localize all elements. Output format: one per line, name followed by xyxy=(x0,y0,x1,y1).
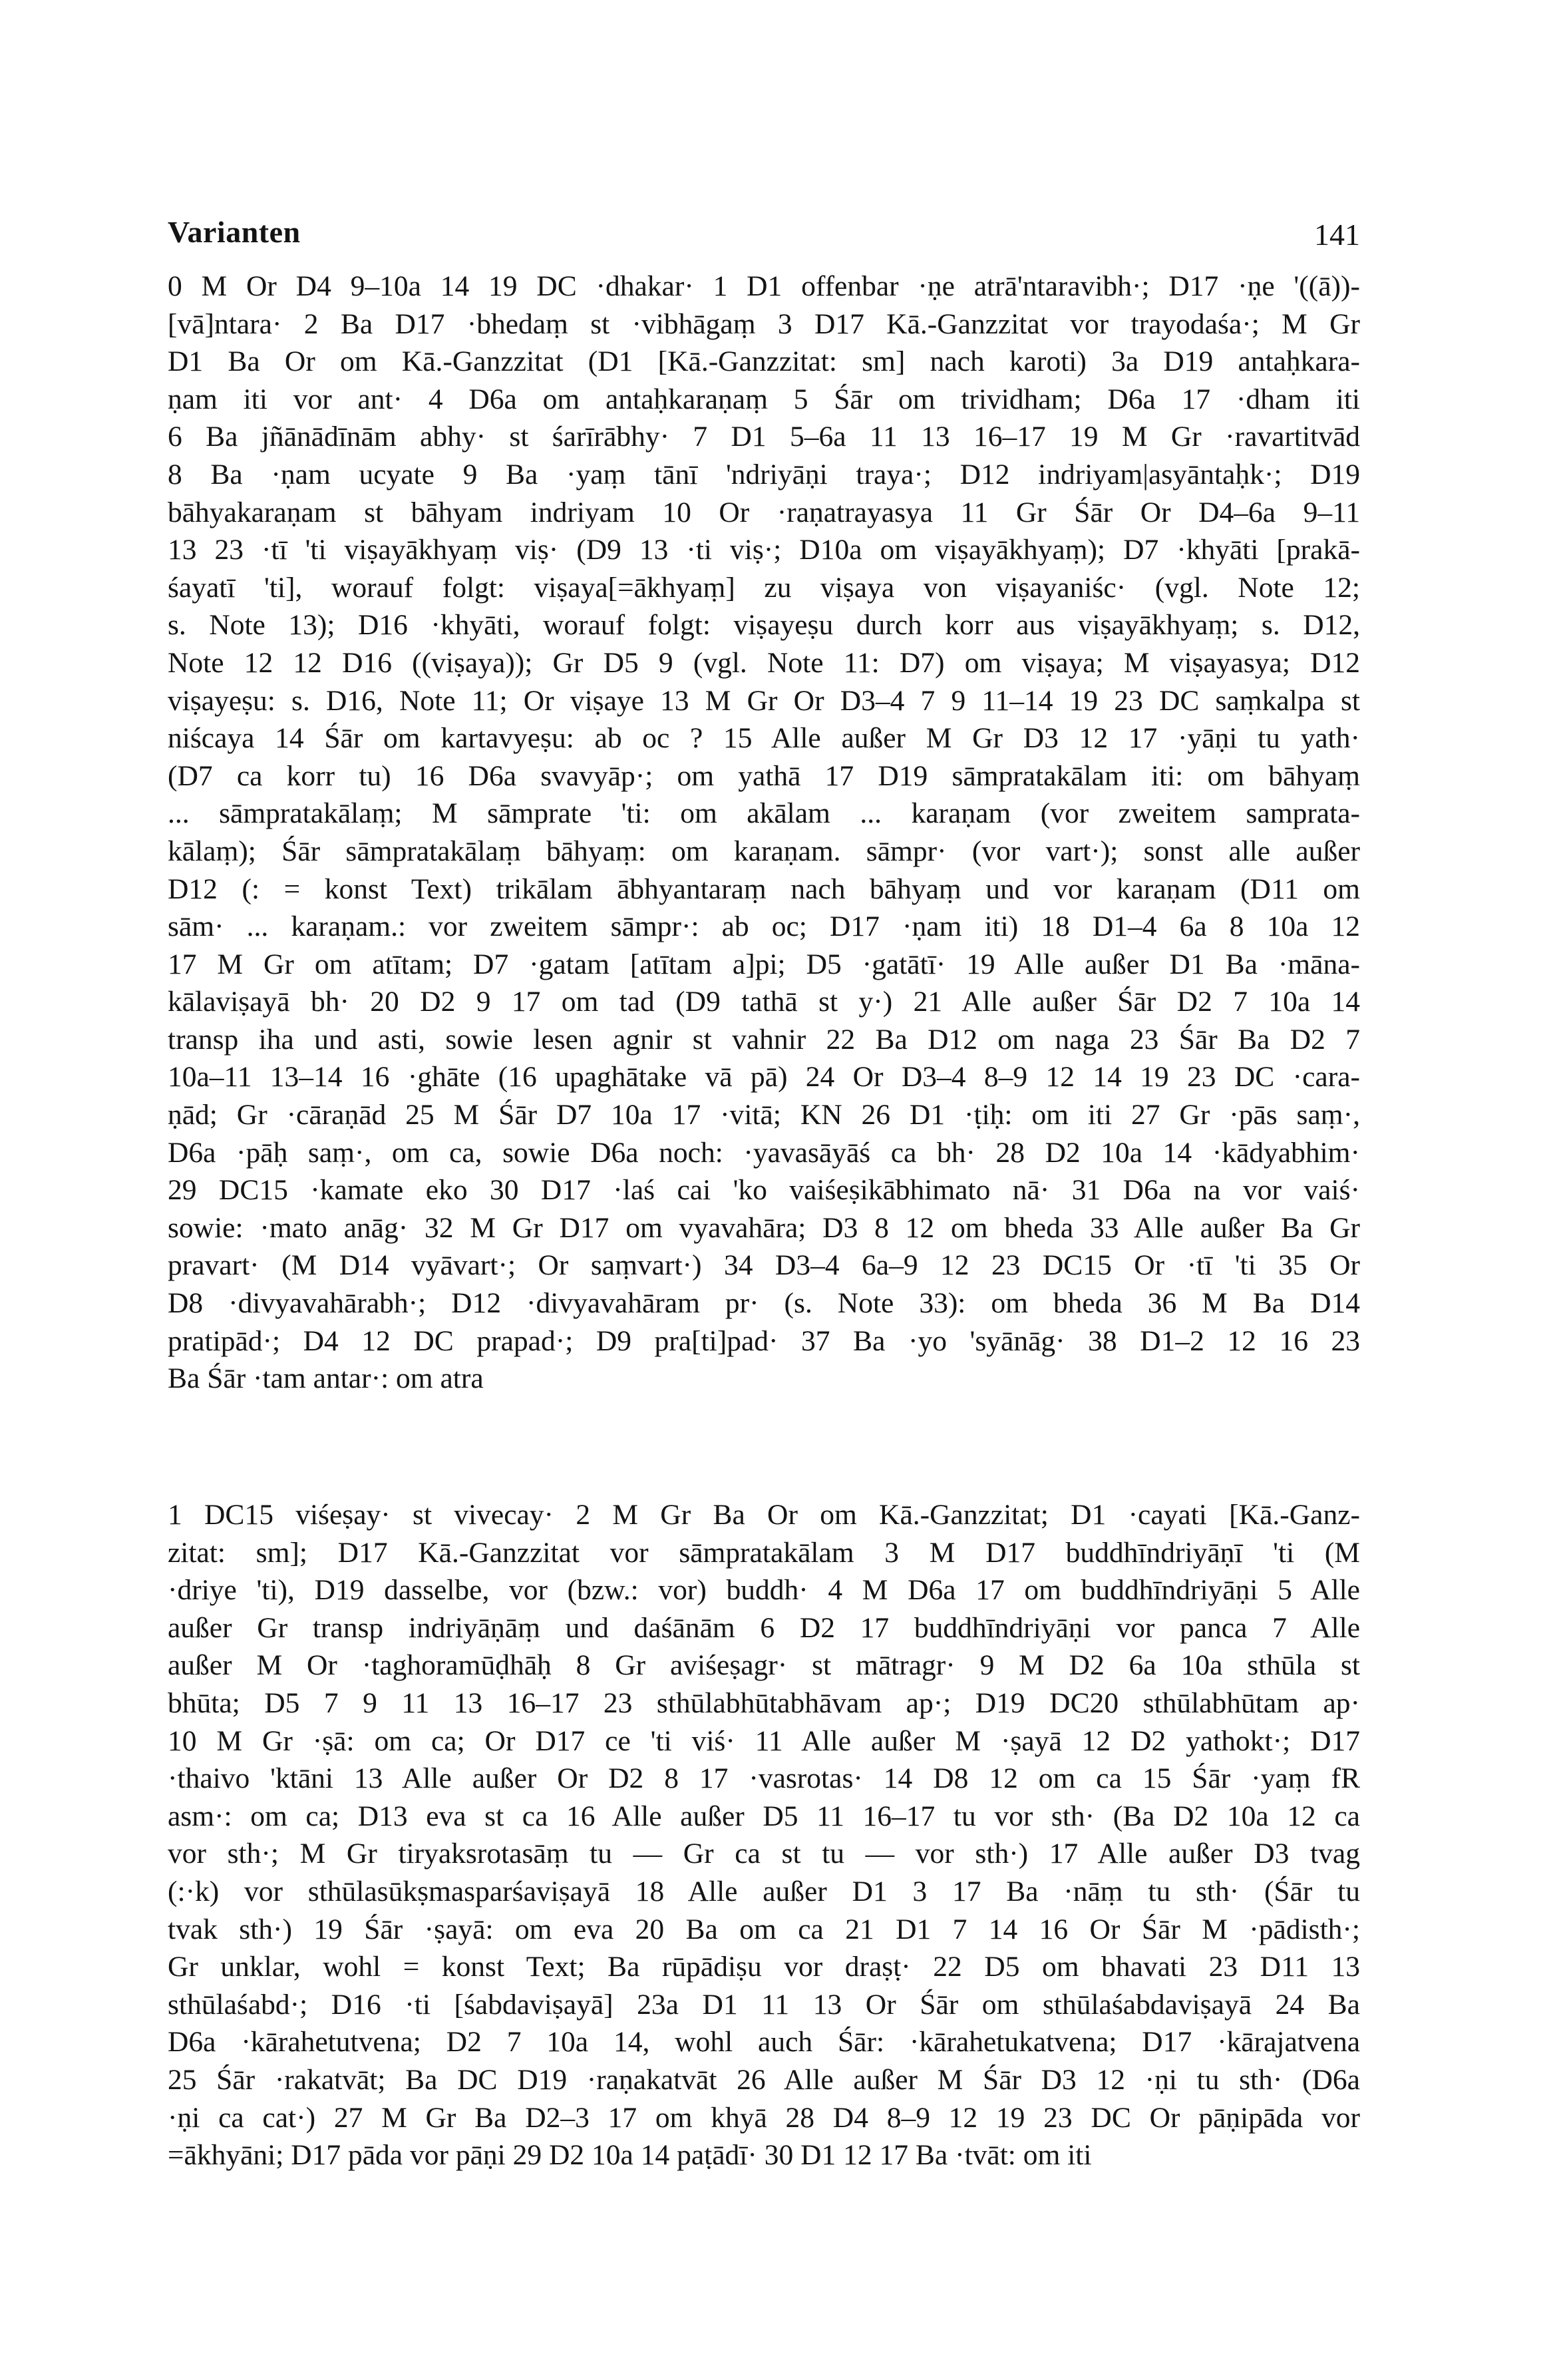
text-line: bāhyakaraṇam st bāhyam indriyam 10 Or ·raṇatrayasya 11 Gr Śār Or D4–6a 9–11 xyxy=(168,496,1360,528)
text-line: niścaya 14 Śār om kartavyeṣu: ab oc ? 15 Alle außer M Gr D3 12 17 ·yāṇi tu yath· xyxy=(168,722,1360,755)
text-line: ṇād; Gr ·cāraṇād 25 M Śār D7 10a 17 ·vitā; KN 26 D1 ·ṭiḥ: om iti 27 Gr ·pās saṃ·, xyxy=(168,1099,1360,1131)
text-line: transp iha und asti, sowie lesen agnir st vahnir 22 Ba D12 om naga 23 Śār Ba D2 7 xyxy=(168,1023,1360,1056)
text-line: 8 Ba ·ṇam ucyate 9 Ba ·yaṃ tānī 'ndriyāṇi traya·; D12 indriyam|asyāntaḥk·; D19 xyxy=(168,458,1360,491)
text-line: tvak sth·) 19 Śār ·ṣayā: om eva 20 Ba om ca 21 D1 7 14 16 Or Śār M ·pādisth·; xyxy=(168,1913,1360,1945)
text-line: (:·k) vor sthūlasūkṣmasparśaviṣayā 18 Alle außer D1 3 17 Ba ·nāṃ tu sth· (Śār tu xyxy=(168,1875,1360,1907)
text-line: asm·: om ca; D13 eva st ca 16 Alle außer D5 11 16–17 tu vor sth· (Ba D2 10a 12 ca xyxy=(168,1800,1360,1832)
text-line: kālaṃ); Śār sāmpratakālaṃ bāhyaṃ: om karaṇam. sāmpr· (vor vart·); sonst alle außer xyxy=(168,835,1360,867)
text-line: Ba Śār ·tam antar·: om atra xyxy=(168,1362,484,1395)
text-line: außer M Or ·taghoramūḍhāḥ 8 Gr aviśeṣagr· st mātragr· 9 M D2 6a 10a sthūla st xyxy=(168,1649,1360,1682)
text-line: ... sāmpratakālaṃ; M sāmprate 'ti: om akālam ... karaṇam (vor zweitem samprata- xyxy=(168,797,1360,830)
variant-notes-block-2 xyxy=(168,1496,1360,2174)
text-line: 13 23 ·tī 'ti viṣayākhyaṃ viṣ· (D9 13 ·ti viṣ·; D10a om viṣayākhyaṃ); D7 ·khyāti [prakā- xyxy=(168,534,1360,566)
page-number: 141 xyxy=(1314,218,1360,252)
text-line: sthūlaśabd·; D16 ·ti [śabdaviṣayā] 23a D1 11 13 Or Śār om sthūlaśabdaviṣayā 24 Ba xyxy=(168,1988,1360,2021)
text-line: pravart· (M D14 vyāvart·; Or saṃvart·) 34 D3–4 6a–9 12 23 DC15 Or ·tī 'ti 35 Or xyxy=(168,1249,1360,1282)
text-line: D6a ·pāḥ saṃ·, om ca, sowie D6a noch: ·yavasāyāś ca bh· 28 D2 10a 14 ·kādyabhim· xyxy=(168,1136,1360,1169)
text-line: Gr unklar, wohl = konst Text; Ba rūpādiṣu vor draṣṭ· 22 D5 om bhavati 23 D11 13 xyxy=(168,1951,1360,1983)
text-line: kālaviṣayā bh· 20 D2 9 17 om tad (D9 tathā st y·) 21 Alle außer Śār D2 7 10a 14 xyxy=(168,986,1360,1018)
text-line: D6a ·kārahetutvena; D2 7 10a 14, wohl auch Śār: ·kārahetukatvena; D17 ·kārajatvena xyxy=(168,2026,1360,2059)
text-line: 29 DC15 ·kamate eko 30 D17 ·laś cai 'ko vaiśeṣikābhimato nā· 31 D6a na vor vaiś· xyxy=(168,1174,1360,1207)
text-line: sām· ... karaṇam.: vor zweitem sāmpr·: ab oc; D17 ·ṇam iti) 18 D1–4 6a 8 10a 12 xyxy=(168,910,1360,943)
text-line: viṣayeṣu: s. D16, Note 11; Or viṣaye 13 M Gr Or D3–4 7 9 11–14 19 23 DC saṃkalpa st xyxy=(168,684,1360,717)
text-line: =ākhyāni; D17 pāda vor pāṇi 29 D2 10a 14 paṭādī· 30 D1 12 17 Ba ·tvāt: om iti xyxy=(168,2139,1092,2172)
text-line: [vā]ntara· 2 Ba D17 ·bhedaṃ st ·vibhāgaṃ 3 D17 Kā.-Ganzzitat vor trayodaśa·; M Gr xyxy=(168,307,1360,340)
page-header xyxy=(168,214,1360,261)
text-line: śayatī 'ti], worauf folgt: viṣaya[=ākhyaṃ] zu viṣaya von viṣayaniśc· (vgl. Note 12; xyxy=(168,571,1360,604)
text-line: Note 12 12 D16 ((viṣaya)); Gr D5 9 (vgl. Note 11: D7) om viṣaya; M viṣayasya; D12 xyxy=(168,646,1360,679)
text-line: pratipād·; D4 12 DC prapad·; D9 pra[ti]pad· 37 Ba ·yo 'syānāg· 38 D1–2 12 16 23 xyxy=(168,1324,1360,1357)
text-line: 0 M Or D4 9–10a 14 19 DC ·dhakar· 1 D1 offenbar ·ṇe atrā'ntaravibh·; D17 ·ṇe '((ā))- xyxy=(168,270,1360,302)
text-line: ·thaivo 'ktāni 13 Alle außer Or D2 8 17 ·vasrotas· 14 D8 12 om ca 15 Śār ·yaṃ fR xyxy=(168,1762,1360,1795)
text-line: ṇam iti vor ant· 4 D6a om antaḥkaraṇaṃ 5 Śār om trividham; D6a 17 ·dham iti xyxy=(168,383,1360,415)
text-line: vor sth·; M Gr tiryaksrotasāṃ tu — Gr ca st tu — vor sth·) 17 Alle außer D3 tvag xyxy=(168,1838,1360,1870)
text-line: s. Note 13); D16 ·khyāti, worauf folgt: viṣayeṣu durch korr aus viṣayākhyaṃ; s. D12, xyxy=(168,609,1360,642)
text-line: 25 Śār ·rakatvāt; Ba DC D19 ·raṇakatvāt 26 Alle außer M Śār D3 12 ·ṇi tu sth· (D6a xyxy=(168,2063,1360,2096)
running-title: Varianten xyxy=(168,215,301,249)
text-line: 6 Ba jñānādīnām abhy· st śarīrābhy· 7 D1 5–6a 11 13 16–17 19 M Gr ·ravartitvād xyxy=(168,421,1360,453)
text-line: 10a–11 13–14 16 ·ghāte (16 upaghātake vā pā) 24 Or D3–4 8–9 12 14 19 23 DC ·cara- xyxy=(168,1061,1360,1093)
text-line: 1 DC15 viśeṣay· st vivecay· 2 M Gr Ba Or om Kā.-Ganzzitat; D1 ·cayati [Kā.-Ganz- xyxy=(168,1499,1360,1531)
text-line: ·driye 'ti), D19 dasselbe, vor (bzw.: vor) buddh· 4 M D6a 17 om buddhīndriyāṇi 5 Alle xyxy=(168,1574,1360,1607)
text-line: (D7 ca korr tu) 16 D6a svavyāp·; om yathā 17 D19 sāmpratakālam iti: om bāhyaṃ xyxy=(168,759,1360,792)
text-line: D1 Ba Or om Kā.-Ganzzitat (D1 [Kā.-Ganzzitat: sm] nach karoti) 3a D19 antaḥkara- xyxy=(168,345,1360,378)
text-line: außer Gr transp indriyāṇāṃ und daśānām 6 D2 17 buddhīndriyāṇi vor panca 7 Alle xyxy=(168,1611,1360,1644)
text-line: D8 ·divyavahārabh·; D12 ·divyavahāram pr· (s. Note 33): om bheda 36 M Ba D14 xyxy=(168,1287,1360,1320)
text-line: zitat: sm]; D17 Kā.-Ganzzitat vor sāmpratakālam 3 M D17 buddhīndriyāṇī 'ti (M xyxy=(168,1536,1360,1569)
text-line: ·ṇi ca cat·) 27 M Gr Ba D2–3 17 om khyā 28 D4 8–9 12 19 23 DC Or pāṇipāda vor xyxy=(168,2101,1360,2134)
text-line: bhūta; D5 7 9 11 13 16–17 23 sthūlabhūtabhāvam ap·; D19 DC20 sthūlabhūtam ap· xyxy=(168,1686,1360,1719)
variant-notes-block-1 xyxy=(168,268,1360,1398)
text-line: 17 M Gr om atītam; D7 ·gatam [atītam a]pi; D5 ·gatātī· 19 Alle außer D1 Ba ·māna- xyxy=(168,948,1360,980)
text-line: 10 M Gr ·ṣā: om ca; Or D17 ce 'ti viś· 11 Alle außer M ·ṣayā 12 D2 yathokt·; D17 xyxy=(168,1724,1360,1757)
text-line: D12 (: = konst Text) trikālam ābhyantaraṃ nach bāhyaṃ und vor karaṇam (D11 om xyxy=(168,873,1360,905)
text-line: sowie: ·mato anāg· 32 M Gr D17 om vyavahāra; D3 8 12 om bheda 33 Alle außer Ba Gr xyxy=(168,1211,1360,1244)
